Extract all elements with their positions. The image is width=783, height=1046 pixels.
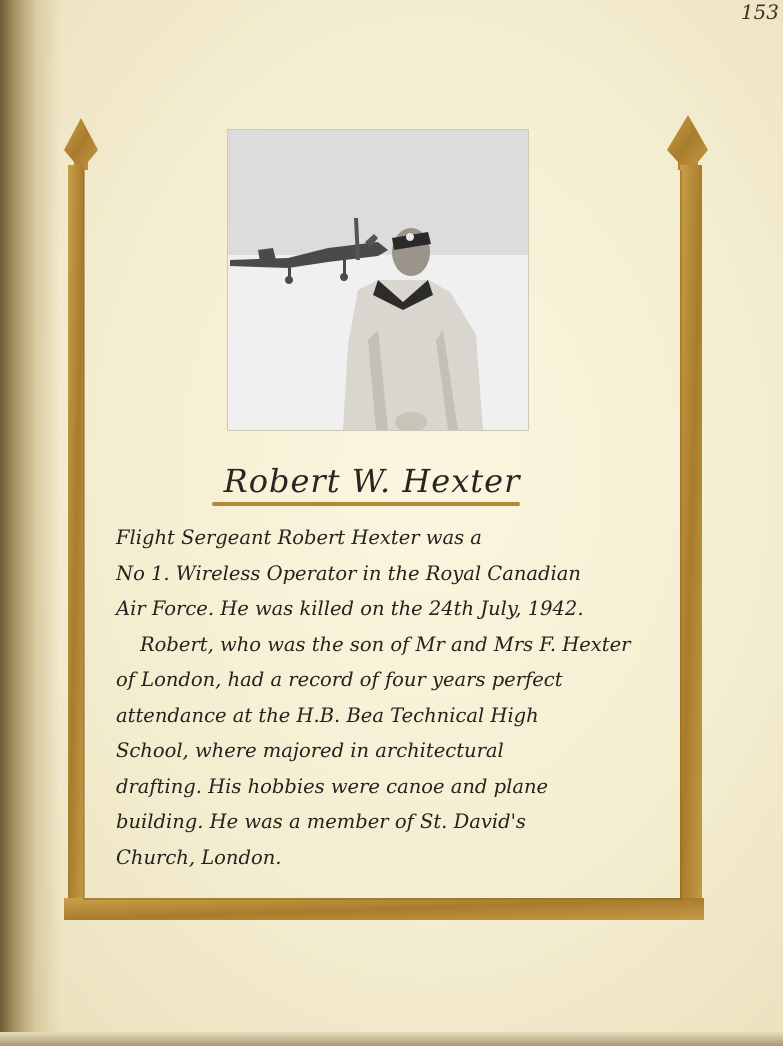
entry-line: School, where majored in architectural: [116, 739, 504, 762]
right-finial: [667, 115, 708, 170]
entry-line: of London, had a record of four years perfect: [116, 668, 563, 691]
page-edge: [0, 1032, 783, 1046]
entry-line: No 1. Wireless Operator in the Royal Canadian: [116, 561, 581, 585]
entry-line: Church, London.: [116, 845, 282, 869]
entry-body: [116, 520, 681, 875]
entry-line: Air Force. He was killed on the 24th July, 1942.: [116, 597, 584, 620]
bottom-frame-bar: [64, 898, 704, 920]
entry-line: drafting. His hobbies were canoe and plane: [116, 774, 549, 798]
name-underline: [212, 502, 520, 506]
entry-line: building. He was a member of St. David's: [116, 810, 526, 833]
left-frame-bar: [68, 165, 84, 917]
left-finial: [64, 118, 98, 170]
entry-line: Robert, who was the son of Mr and Mrs F. Hexter: [140, 632, 631, 656]
right-frame-bar: [680, 165, 702, 917]
entry-line: attendance at the H.B. Bea Technical High: [116, 703, 539, 727]
entry-name: Robert W. Hexter: [223, 462, 521, 500]
portrait-photo: [228, 130, 528, 430]
page-number: 153: [740, 0, 779, 24]
entry-line: Flight Sergeant Robert Hexter was a: [116, 526, 482, 549]
photo-illustration: [228, 130, 528, 430]
